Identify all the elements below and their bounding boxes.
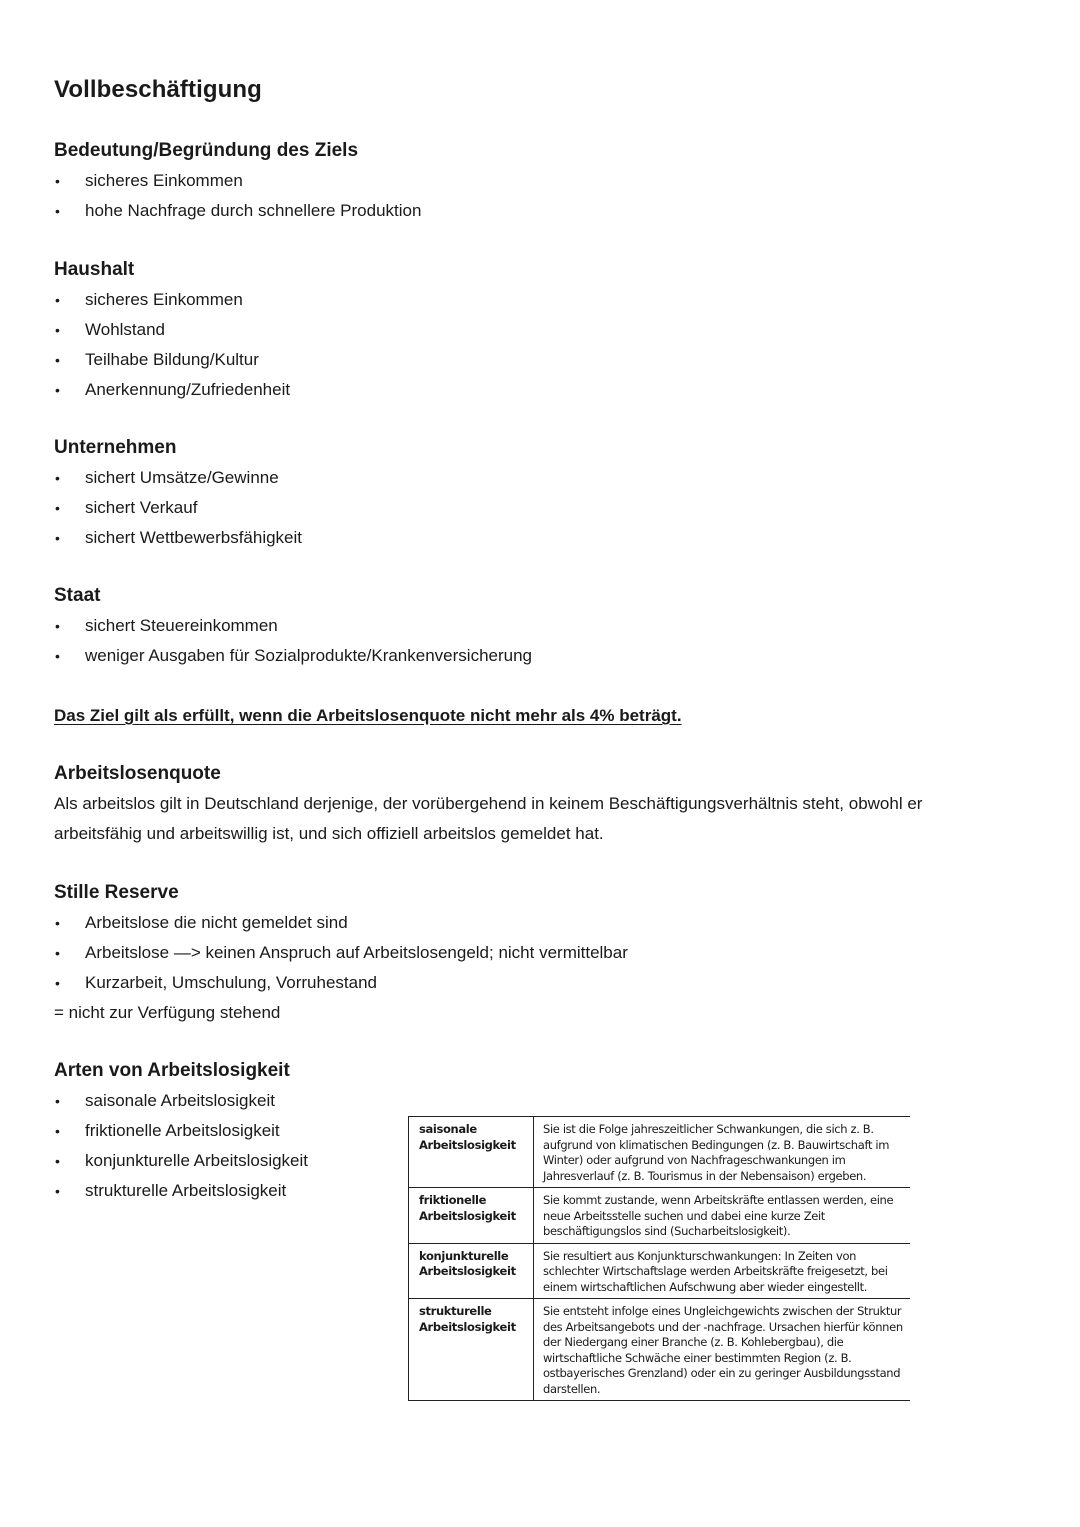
section-heading: Bedeutung/Begründung des Ziels	[54, 140, 359, 161]
list-item: • Arbeitslose die nicht gemeldet sind	[54, 908, 1014, 938]
term-cell: saisonale Arbeitslosigkeit	[409, 1117, 534, 1188]
table-row	[409, 1243, 911, 1299]
list-item: • sichert Verkauf	[54, 493, 1014, 523]
bullet-list	[54, 285, 1014, 405]
table-row	[409, 1117, 911, 1188]
section-unternehmen	[54, 433, 1014, 553]
list-item: • Teilhabe Bildung/Kultur	[54, 345, 1014, 375]
bullet-list	[54, 463, 1014, 553]
section-haushalt	[54, 255, 1014, 405]
table-row	[409, 1299, 911, 1401]
list-item: • sichert Umsätze/Gewinne	[54, 463, 1014, 493]
list-item: • hohe Nachfrage durch schnellere Produktion	[54, 196, 1014, 226]
section-stille-reserve	[54, 878, 1014, 1028]
list-item: • Anerkennung/Zufriedenheit	[54, 375, 1014, 405]
list-item: • strukturelle Arbeitslosigkeit	[54, 1176, 394, 1206]
list-item: • friktionelle Arbeitslosigkeit	[54, 1116, 394, 1146]
term-cell: konjunkturelle Arbeitslosigkeit	[409, 1243, 534, 1299]
description-cell: Sie kommt zustande, wenn Arbeitskräfte entlassen werden, eine neue Arbeitsstelle suchen und dabei eine kurze Zeit beschäftigungslos sind (Sucharbeitslosigkeit).	[543, 1193, 894, 1238]
list-item: • Kurzarbeit, Umschulung, Vorruhestand	[54, 968, 1014, 998]
description-cell: Sie entsteht infolge eines Ungleichgewichts zwischen der Struktur des Arbeitsangebots und der -nachfrage. Ursachen hierfür können der Niedergang einer Branche (z. B. Kohlebergbau), die wirtschaftliche Schwäche einer bestimmten Region (z. B. ostbayerisches Grenzland) oder ein zu geringer Ausbildungsstand darstellen.	[543, 1304, 903, 1396]
arbeitslosigkeit-table	[408, 1116, 910, 1401]
summary-text: = nicht zur Verfügung stehend	[54, 1003, 281, 1022]
section-heading: Arten von Arbeitslosigkeit	[54, 1060, 290, 1081]
bullet-list	[54, 1086, 394, 1206]
section-staat	[54, 581, 1014, 671]
term-cell: friktionelle Arbeitslosigkeit	[409, 1188, 534, 1244]
list-item: • sicheres Einkommen	[54, 285, 1014, 315]
list-item: • sichert Wettbewerbsfähigkeit	[54, 523, 1014, 553]
list-item: • saisonale Arbeitslosigkeit	[54, 1086, 394, 1116]
term-cell: strukturelle Arbeitslosigkeit	[409, 1299, 534, 1401]
section-heading: Arbeitslosenquote	[54, 763, 221, 784]
description-cell: Sie resultiert aus Konjunkturschwankungen: In Zeiten von schlechter Wirtschaftslage werden Arbeitskräfte freigesetzt, bei einem wirtschaftlichen Aufschwung aber wieder eingestellt.	[543, 1248, 888, 1294]
description-cell: Sie ist die Folge jahreszeitlicher Schwankungen, die sich z. B. aufgrund von klimatischen Bedingungen (z. B. Bauwirtschaft im Winter) oder aufgrund von Nachfrageschwankungen im Jahresverlauf (z. B. Tourismus in der Nebensaison) ergeben.	[543, 1122, 890, 1183]
section-heading: Staat	[54, 585, 101, 606]
list-item: • sicheres Einkommen	[54, 166, 1014, 196]
bullet-list	[54, 611, 1014, 671]
section-bedeutung	[54, 136, 1014, 226]
section-heading: Stille Reserve	[54, 882, 179, 903]
list-item: • sichert Steuereinkommen	[54, 611, 1014, 641]
list-item: • Wohlstand	[54, 315, 1014, 345]
section-heading: Haushalt	[54, 259, 135, 280]
bullet-list	[54, 166, 1014, 226]
table-row	[409, 1188, 911, 1244]
list-item: • konjunkturelle Arbeitslosigkeit	[54, 1146, 394, 1176]
definition-text: Als arbeitslos gilt in Deutschland derjenige, der vorübergehend in keinem Beschäftigungsverhältnis steht, obwohl er arbeitsfähig und arbeitswillig ist, und sich offiziell arbeitslos gemeldet hat.	[54, 794, 923, 843]
bullet-list	[54, 908, 1014, 998]
page-title: Vollbeschäftigung	[54, 76, 262, 103]
section-heading: Unternehmen	[54, 437, 177, 458]
list-item: • Arbeitslose —> keinen Anspruch auf Arbeitslosengeld; nicht vermittelbar	[54, 938, 1014, 968]
section-arten	[54, 1056, 394, 1206]
goal-statement: Das Ziel gilt als erfüllt, wenn die Arbeitslosenquote nicht mehr als 4% beträgt.	[54, 706, 682, 725]
list-item: • weniger Ausgaben für Sozialprodukte/Krankenversicherung	[54, 641, 1014, 671]
section-arbeitslosenquote	[54, 759, 1014, 849]
